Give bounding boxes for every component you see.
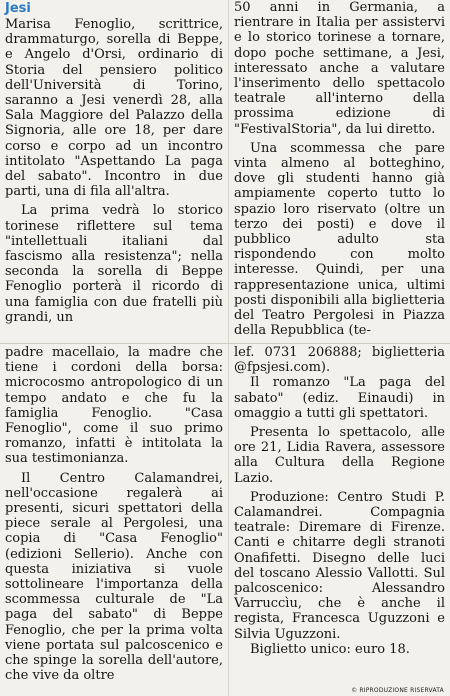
article-column-2-top xyxy=(229,0,450,343)
paragraph: Il romanzo "La paga del sabato" (ediz. Einaudi) in omaggio a tutti gli spettatori. xyxy=(234,375,445,421)
paragraph: lef. 0731 206888; biglietteria @fpsjesi.com). xyxy=(234,345,445,376)
copyright-notice: © RIPRODUZIONE RISERVATA xyxy=(351,687,444,694)
clipping-seam xyxy=(0,343,450,344)
paragraph: Una scommessa che pare vinta almeno al botteghino, dove gli studenti hanno già ampiamente coperto tutto lo spazio loro riservato (oltre un terzo dei posti) e dove il pubblico adulto sta rispondendo con molto interesse. Quindi, per una rappresentazione unica, ultimi posti disponibili alla biglietteria del Teatro Pergolesi in Piazza della Repubblica (te- xyxy=(234,140,445,339)
paragraph: Marisa Fenoglio, scrittrice, drammaturgo, sorella di Beppe, e Angelo d'Orsi, ordinario di Storia del pensiero politico dell'Università di Torino, saranno a Jesi venerdì 28, alla Sala Maggiore del Palazzo della Signoria, alle ore 18, per dare corso e corpo ad un incontro intitolato "Aspettando La paga del sabato". Incontro in due parti, una di fila all'altra. xyxy=(5,17,223,200)
article-column-1-top xyxy=(0,0,228,343)
paragraph: Il Centro Calamandrei, nell'occasione regalerà ai presenti, sicuri spettatori della piece serale al Pergolesi, una copia di "Casa Fenoglio" (edizioni Sellerio). Anche con questa iniziativa si vuole sottolineare l'importanza della scommessa culturale de "La paga del sabato" di Beppe Fenoglio, che per la prima volta viene portata sul palcoscenico e che spinge la sorella dell'autore, che vive da oltre xyxy=(5,470,223,684)
paragraph: Presenta lo spettacolo, alle ore 21, Lidia Ravera, assessore alla Cultura della Regione Lazio. xyxy=(234,425,445,486)
article-column-1-bottom xyxy=(0,343,228,696)
section-label: Jesi xyxy=(5,1,31,16)
paragraph: padre macellaio, la madre che tiene i cordoni della borsa: microcosmo antropologico di un tempo andato e che fu la famiglia Fenoglio. "Casa Fenoglio", come il suo primo romanzo, infatti è intitolata la sua testimonianza. xyxy=(5,345,223,467)
column-divider xyxy=(228,0,229,696)
paragraph: La prima vedrà lo storico torinese riflettere sul tema "intellettuali italiani dal fascismo alla resistenza"; nella seconda la sorella di Beppe Fenoglio porterà il ricordo di una famiglia con due fratelli più grandi, un xyxy=(5,203,223,325)
paragraph: 50 anni in Germania, a rientrare in Italia per assistervi e lo storico torinese a tornare, dopo poche settimane, a Jesi, interessato anche a valutare l'inserimento dello spettacolo teatrale all'interno della prossima edizione di "FestivalStoria", da lui diretto. xyxy=(234,0,445,137)
article-column-2-bottom xyxy=(229,343,450,696)
paragraph: Biglietto unico: euro 18. xyxy=(250,641,410,657)
paragraph: Produzione: Centro Studi P. Calamandrei. Compagnia teatrale: Diremare di Firenze. Canti e chitarre degli stranoti Onafifetti. Disegno delle luci del toscano Alessio Vallotti. Sul palcoscenico: Alessandro Varruccìu, che è anche il regista, Francesca Uguzzoni e Silvia Uguzzoni. xyxy=(234,489,445,642)
